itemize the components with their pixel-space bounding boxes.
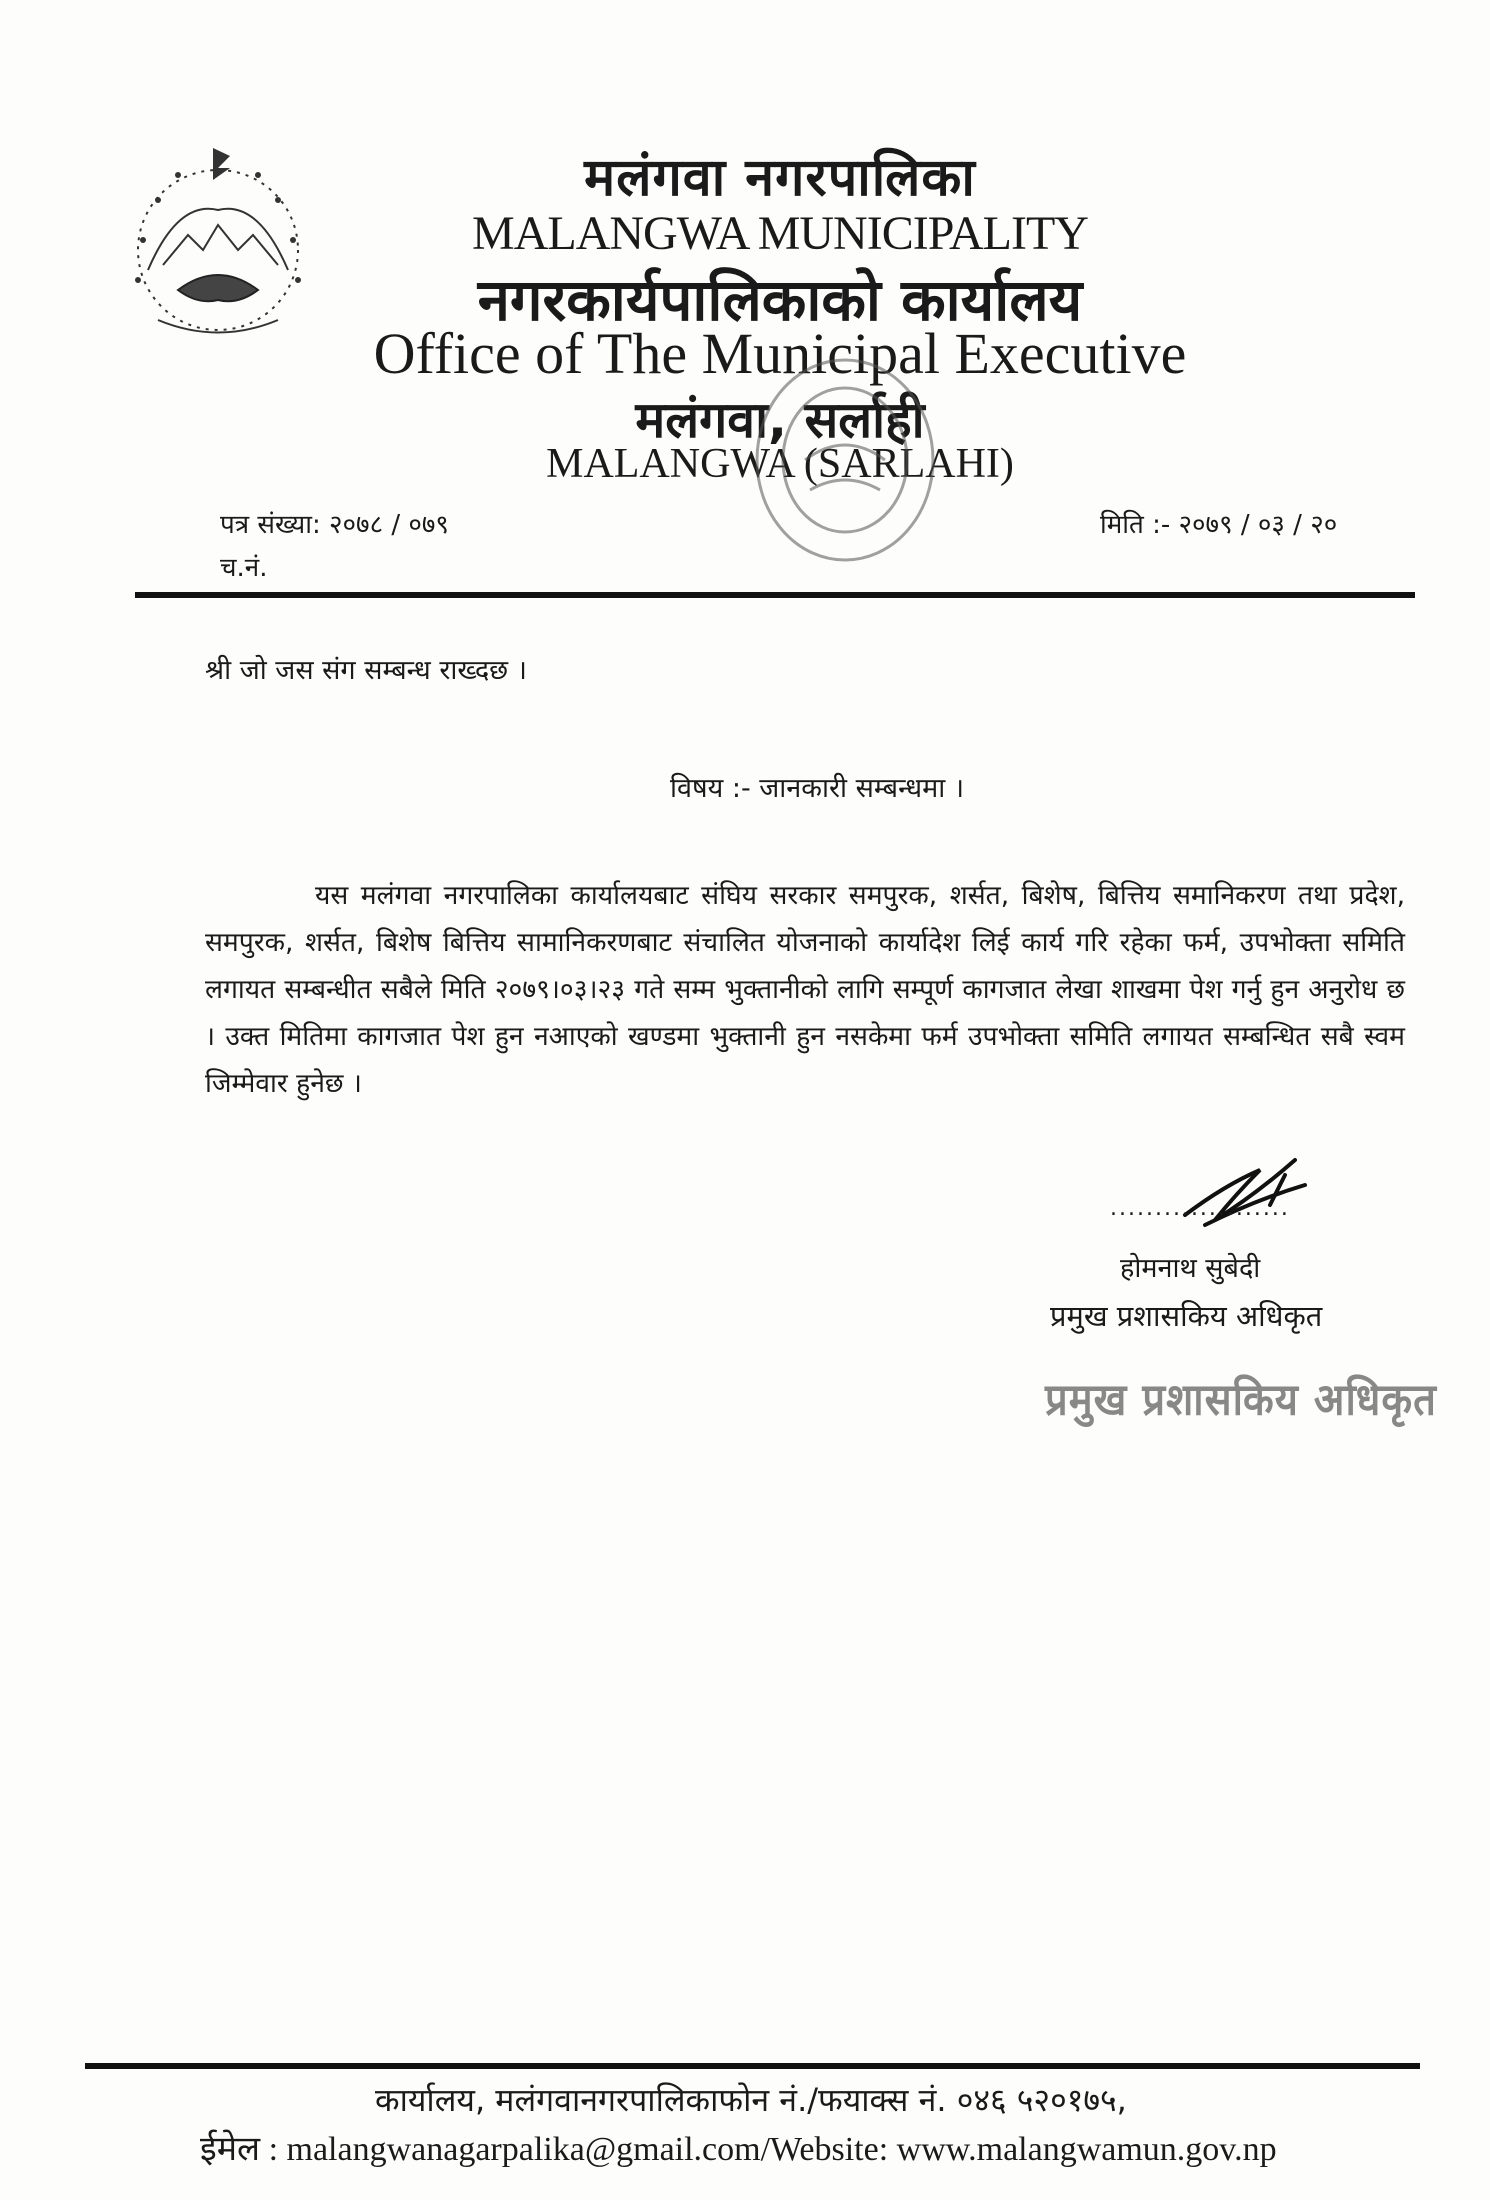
place-name-np: मलंगवा, सर्लाही	[635, 391, 925, 449]
place-name-en: MALANGWA (SARLAHI)	[546, 441, 1014, 487]
dispatch-number: च.नं.	[220, 553, 268, 583]
signer-name: होमनाथ सुबेदी	[1120, 1253, 1261, 1284]
office-name-en: Office of The Municipal Executive	[373, 321, 1187, 386]
letter-date: मिति :- २०७९ / ०३ / २०	[1100, 510, 1338, 540]
footer-contact: कार्यालय, मलंगवानगरपालिकाफोन नं./फयाक्स नं. ०४६ ५२०१७५,	[375, 2081, 1127, 2119]
nepal-emblem-icon	[118, 140, 318, 350]
municipality-name-np: मलंगवा नगरपालिका	[584, 148, 976, 208]
designation-seal: प्रमुख प्रशासकिय अधिकृत	[1045, 1374, 1437, 1426]
letter-body: यस मलंगवा नगरपालिका कार्यालयबाट संघिय सरकार समपुरक, शर्सत, बिशेष, बित्तिय समानिकरण तथा प्रदेश, समपुरक, शर्सत, बिशेष बित्तिय सामानिकरणबाट संचालित योजनाको कार्यादेश लिई कार्य गरि रहेका फर्म, उपभोक्ता समिति लगायत सम्बन्धीत सबैले मिति २०७९।०३।२३ गते सम्म भुक्तानीको लागि सम्पूर्ण कागजात लेखा शाखमा पेश गर्नु हुन अनुरोध छ । उक्त मितिमा कागजात पेश हुन नआएको खण्डमा भुक्तानी हुन नसकेमा फर्म उपभोक्ता समिति लगायत सम्बन्धित सबै स्वम जिम्मेवार हुनेछ ।	[205, 880, 1405, 1099]
footer-email-website: ईमेल : malangwanagarpalika@gmail.com/Website: www.malangwamun.gov.np	[200, 2131, 1277, 2168]
letter-subject: विषय :- जानकारी सम्बन्धमा ।	[670, 773, 965, 804]
signature-icon	[1175, 1145, 1325, 1235]
header-divider	[135, 592, 1415, 598]
signer-title: प्रमुख प्रशासकिय अधिकृत	[1050, 1299, 1323, 1333]
signature-line: ....................	[1110, 1196, 1290, 1221]
salutation: श्री जो जस संग सम्बन्ध राख्दछ ।	[205, 655, 527, 686]
office-stamp-icon	[745, 350, 945, 570]
office-name-np: नगरकार्यपालिकाको कार्यालय	[477, 266, 1083, 334]
municipality-name-en: MALANGWA MUNICIPALITY	[472, 207, 1088, 260]
footer-divider	[85, 2063, 1420, 2069]
letter-reference-number: पत्र संख्या: २०७८ / ०७९	[220, 510, 449, 540]
